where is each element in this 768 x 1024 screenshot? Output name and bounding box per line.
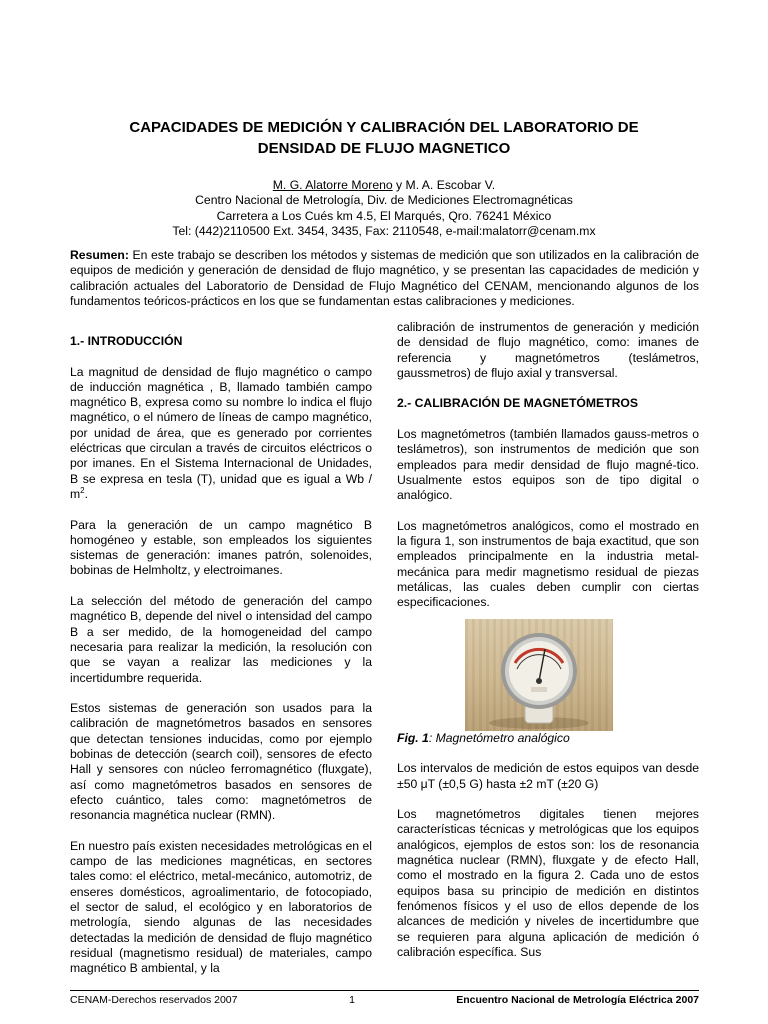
paragraph-intro-1-text: La magnitud de densidad de flujo magnético o campo de inducción magnética , B, llamado también campo magnético B, expresa como su nombre lo indica el flujo magnético, o el número de líneas de campo magnético, por unidad de área, que es generado por corrientes eléctricas que circulan a través de circuitos eléctricos o por imanes. En el Sistema Internacional de Unidades, B se expresa en tesla (T), unidad que es igual a Wb / m bbox=[70, 364, 372, 501]
title-line-2: DENSIDAD DE FLUJO MAGNETICO bbox=[257, 140, 511, 157]
page-number: 1 bbox=[349, 994, 355, 1006]
section-heading-calibracion: 2.- CALIBRACIÓN DE MAGNETÓMETROS bbox=[397, 396, 639, 411]
paragraph-intro-2: Para la generación de un campo magnético B homogéneo y estable, son empleados los siguientes sistemas de generación: imanes patrón, solenoides, bobinas de Helmholtz, y electroimanes. bbox=[70, 517, 372, 578]
abstract bbox=[70, 248, 699, 309]
author-1: M. G. Alatorre Moreno bbox=[272, 178, 393, 192]
abstract-label: Resumen: bbox=[70, 248, 129, 262]
figure-analog-magnetometer bbox=[465, 619, 613, 731]
gauge-label-plate bbox=[531, 687, 547, 692]
paragraph-intro-1-end: . bbox=[84, 486, 88, 501]
paragraph-calib-1: Los magnetómetros (también llamados gauss-metros o teslámetros), son instrumentos de medición que son empleados para medir densidad de flujo magné-tico. Usualmente estos equipos son de tipo digital o analógico. bbox=[397, 427, 699, 503]
title-line-1: CAPACIDADES DE MEDICIÓN Y CALIBRACIÓN DEL LABORATORIO DE bbox=[129, 119, 639, 136]
right-column bbox=[397, 320, 699, 975]
paragraph-calib-3: Los intervalos de medición de estos equipos van desde ±50 μT (±0,5 G) hasta ±2 mT (±20 G) bbox=[397, 761, 699, 791]
author-connector: y bbox=[392, 178, 406, 192]
paragraph-calib-2: Los magnetómetros analógicos, como el mostrado en la figura 1, son instrumentos de baja exactitud, que son empleados principalmente en la industria metal-mecánica para medir magnetismo residual de piezas metálicas, las cuales deben cumplir con ciertas especificaciones. bbox=[397, 518, 699, 610]
figure-caption-text: : Magnetómetro analógico bbox=[428, 730, 570, 745]
address: Carretera a Los Cués km 4.5, El Marqués, Qro. 76241 México bbox=[216, 208, 552, 223]
author-2: M. A. Escobar V. bbox=[405, 178, 496, 192]
paragraph-right-0: calibración de instrumentos de generación y medición de densidad de flujo magnético, como: imanes de referencia y magnetómetros (teslámetros, gaussmetros) de flujo axial y transversal. bbox=[397, 320, 699, 380]
section-heading-introduccion: 1.- INTRODUCCIÓN bbox=[70, 334, 183, 348]
contact-info: Tel: (442)2110500 Ext. 3454, 3435, Fax: 2110548, e-mail:malatorr@cenam.mx bbox=[172, 223, 596, 238]
magnetometer-illustration bbox=[465, 619, 613, 731]
paragraph-intro-4: Estos sistemas de generación son usados para la calibración de magnetómetros basados en sensores que detectan tensiones inducidas, como por ejemplo bobinas de detección (search coil), sensores de efecto Hall y sensores con núcleo ferromagnético (fluxgate), así como magnetómetros basados en sensores de efecto cuántico, tales como: magnetómetros de resonancia magnética nuclear (RMN). bbox=[70, 701, 372, 823]
author-names bbox=[60, 178, 708, 193]
paper-title bbox=[60, 117, 708, 159]
paragraph-intro-3: La selección del método de generación del campo magnético B, depende del nivel o intensidad del campo B a ser medido, de la homogeneidad del campo necesaria para realizar la medición, la resolución con que se vayan a realizar las mediciones y la incertidumbre requerida. bbox=[70, 594, 372, 685]
footer-event-name: Encuentro Nacional de Metrología Eléctrica 2007 bbox=[456, 994, 699, 1006]
author-block bbox=[60, 178, 708, 239]
paragraph-calib-4: Los magnetómetros digitales tienen mejores características técnicas y metrológicas que los equipos analógicos, ejemplos de estos son: los de resonancia magnética nuclear (RMN), fluxgate y de efecto Hall, como el mostrado en la figura 2. Cada uno de estos equipos basa su principio de medición en distintos fenómenos físicos y el uso de ellos depende de los alcances de medición y niveles de incertidumbre que se requieren para alguna aplicación de medición ó calibración específica. Sus bbox=[397, 807, 699, 959]
gauge-pivot bbox=[536, 678, 542, 684]
superscript-2: 2 bbox=[80, 485, 85, 495]
paragraph-intro-1 bbox=[70, 365, 372, 503]
abstract-text: En este trabajo se describen los métodos y sistemas de medición que son utilizados en la calibración de equipos de medición y generación de densidad de flujo magnético, y se presentan las capacidades de medición y calibración actuales del Laboratorio de Densidad de Flujo Magnético del CENAM, mencionando algunos de los fundamentos teóricos-prácticos en los que se fundamentan estas calibraciones y mediciones. bbox=[70, 248, 699, 308]
left-column bbox=[70, 320, 372, 992]
paragraph-intro-5: En nuestro país existen necesidades metrológicas en el campo de las mediciones magnéticas, en sectores tales como: el eléctrico, metal-mecánico, automotriz, de enseres domésticos, agroalimentario, de fotocopiado, el sector de salud, el ecológico y en laboratorios de metrología, siendo algunas de las necesidades detectadas la medición de densidad de flujo magnético residual (magnetismo residual) de materiales, campo magnético B ambiental, y la bbox=[70, 838, 372, 976]
figure-caption bbox=[397, 731, 699, 746]
footer-copyright: CENAM-Derechos reservados 2007 bbox=[70, 994, 238, 1006]
footer-divider bbox=[70, 990, 699, 991]
affiliation: Centro Nacional de Metrología, Div. de Mediciones Electromagnéticas bbox=[195, 193, 573, 208]
figure-label: Fig. 1 bbox=[397, 730, 429, 745]
